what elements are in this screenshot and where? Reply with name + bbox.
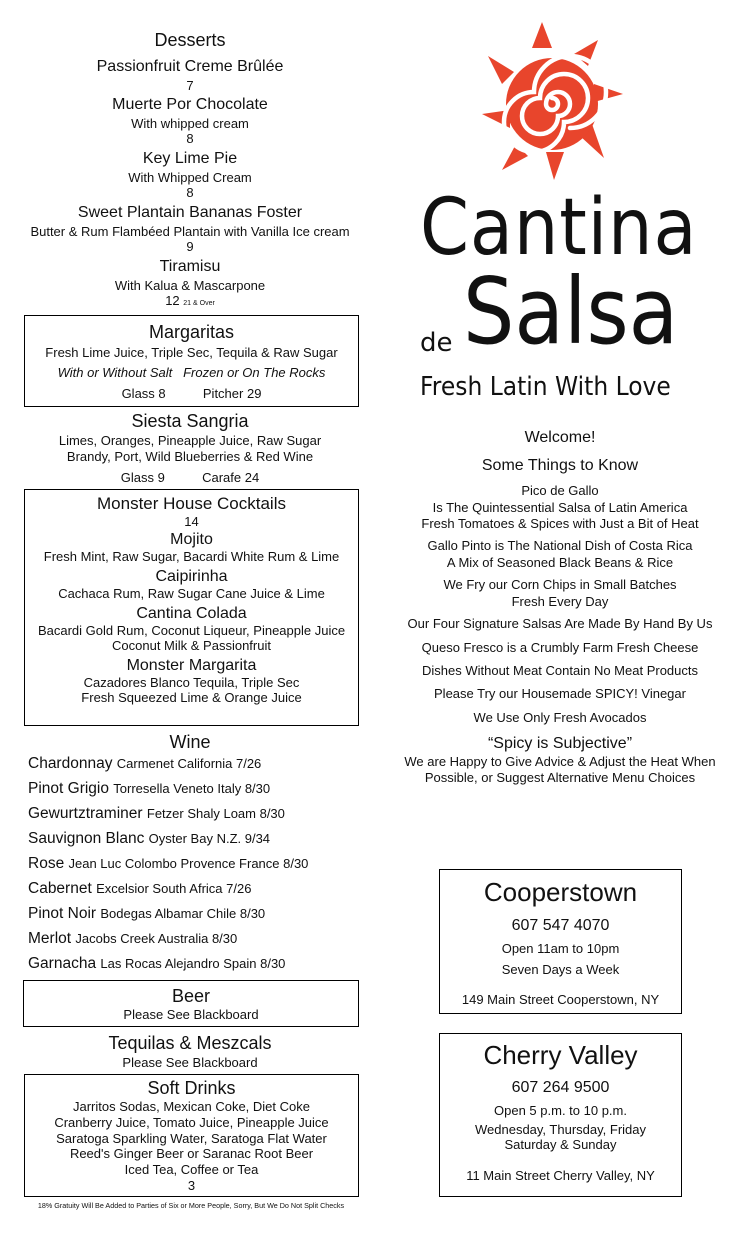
soft-drinks-line: Cranberry Juice, Tomato Juice, Pineapple Juice xyxy=(54,1114,329,1130)
dessert-price: 7 xyxy=(186,78,194,93)
dessert-price: 9 xyxy=(186,239,194,254)
soft-drinks-box xyxy=(24,1074,359,1197)
cocktail-name: Monster Margarita xyxy=(126,657,257,674)
sun-ray xyxy=(532,22,552,48)
info-line: We Use Only Fresh Avocados xyxy=(473,710,647,725)
wine-detail: Bodegas Albamar Chile 8/30 xyxy=(100,906,266,921)
location-hours: Saturday & Sunday xyxy=(504,1137,617,1152)
info-block xyxy=(385,577,735,610)
spicy-line: We are Happy to Give Advice & Adjust the Heat When xyxy=(404,754,716,769)
dessert-desc: With Kalua & Mascarpone xyxy=(114,278,266,293)
wine-name: Gewurtztraminer xyxy=(28,805,143,822)
cocktail-desc: Cachaca Rum, Raw Sugar Cane Juice & Lime xyxy=(58,586,325,601)
cocktail-desc: Cazadores Blanco Tequila, Triple Sec xyxy=(83,675,300,690)
info-line: We Fry our Corn Chips in Small Batches xyxy=(443,577,677,592)
wine-item xyxy=(28,880,251,898)
info-line: Dishes Without Meat Contain No Meat Products xyxy=(421,663,698,678)
tequilas-note: Please See Blackboard xyxy=(122,1055,258,1070)
wine-detail: Oyster Bay N.Z. 9/34 xyxy=(148,831,271,846)
desserts-title: Desserts xyxy=(154,30,226,50)
sangria-glass-price: Glass 9 xyxy=(120,470,165,485)
wine-detail: Fetzer Shaly Loam 8/30 xyxy=(146,806,285,821)
sangria-carafe-price: Carafe 24 xyxy=(202,470,260,485)
brand-name-line2: Salsa xyxy=(463,258,679,365)
wine-name: Sauvignon Blanc xyxy=(28,830,145,847)
sun-ray xyxy=(488,56,514,84)
location-box-cooperstown xyxy=(439,869,682,1014)
wine-item xyxy=(28,930,237,948)
wine-item xyxy=(28,780,270,798)
location-phone: 607 547 4070 xyxy=(511,917,610,934)
gratuity-note: 18% Gratuity Will Be Added to Parties of Six or More People, Sorry, But We Do Not Split Checks xyxy=(37,1201,345,1210)
age-note: 21 & Over xyxy=(183,300,215,307)
soft-drinks-line: Iced Tea, Coffee or Tea xyxy=(124,1162,259,1178)
info-line: Queso Fresco is a Crumbly Farm Fresh Cheese xyxy=(421,640,699,655)
spicy-line: Possible, or Suggest Alternative Menu Choices xyxy=(424,770,696,785)
location-name: Cooperstown xyxy=(483,877,638,907)
sun-disc xyxy=(506,58,598,150)
info-line: Our Four Signature Salsas Are Made By Hand By Us xyxy=(407,616,713,631)
dessert-price: 8 xyxy=(186,131,194,146)
wine-name: Cabernet xyxy=(28,880,92,897)
info-block xyxy=(385,538,735,571)
wine-name: Chardonnay xyxy=(28,755,113,772)
brand-name-line1: Cantina xyxy=(420,183,698,273)
info-line: Please Try our Housemade SPICY! Vinegar xyxy=(434,686,686,701)
wine-detail: Jean Luc Colombo Provence France 8/30 xyxy=(68,856,309,871)
margaritas-glass-price: Glass 8 xyxy=(121,386,166,401)
location-box-cherry-valley xyxy=(439,1033,682,1197)
sangria-line: Brandy, Port, Wild Blueberries & Red Wine xyxy=(66,449,314,464)
wine-name: Rose xyxy=(28,855,65,872)
sun-logo-icon xyxy=(480,20,625,190)
soft-drinks-line: Reed's Ginger Beer or Saranac Root Beer xyxy=(69,1146,314,1162)
dessert-desc: With whipped cream xyxy=(131,116,249,131)
cocktail-desc: Fresh Mint, Raw Sugar, Bacardi White Rum & Lime xyxy=(43,549,340,564)
margaritas-options: With or Without Salt Frozen or On The Rocks xyxy=(57,365,326,380)
wine-title: Wine xyxy=(169,732,211,752)
location-name: Cherry Valley xyxy=(483,1040,638,1070)
location-address: 11 Main Street Cherry Valley, NY xyxy=(466,1168,655,1183)
cocktail-name: Caipirinha xyxy=(155,568,228,585)
dessert-desc: Butter & Rum Flambéed Plantain with Vanilla Ice cream xyxy=(30,224,350,239)
soft-drinks-title: Soft Drinks xyxy=(147,1078,236,1098)
info-heading: Some Things to Know xyxy=(481,457,639,474)
sun-ray xyxy=(594,84,623,102)
sun-ray xyxy=(546,152,564,180)
dessert-name: Tiramisu xyxy=(159,258,221,275)
wine-item xyxy=(28,755,261,773)
beer-title: Beer xyxy=(171,986,211,1006)
dessert-name: Key Lime Pie xyxy=(142,150,238,167)
info-line: Pico de Gallo xyxy=(521,483,599,498)
cocktails-price: 14 xyxy=(184,514,199,529)
cocktail-name: Cantina Colada xyxy=(136,605,247,622)
cocktail-name: Mojito xyxy=(170,531,213,548)
wine-name: Pinot Grigio xyxy=(28,780,109,797)
margaritas-pitcher-price: Pitcher 29 xyxy=(202,386,262,401)
info-line: Fresh Every Day xyxy=(511,593,609,609)
info-line: Is The Quintessential Salsa of Latin America xyxy=(432,499,688,515)
dessert-desc: With Whipped Cream xyxy=(128,170,252,185)
dessert-name: Muerte Por Chocolate xyxy=(112,96,268,113)
location-hours: Open 5 p.m. to 10 p.m. xyxy=(494,1103,627,1118)
wine-item xyxy=(28,855,308,873)
wine-detail: Excelsior South Africa 7/26 xyxy=(96,881,252,896)
wine-name: Pinot Noir xyxy=(28,905,97,922)
dessert-price: 8 xyxy=(186,185,194,200)
cocktails-box xyxy=(24,489,359,726)
welcome-heading: Welcome! xyxy=(524,429,596,446)
wine-item xyxy=(28,905,265,923)
brand-name-de: de xyxy=(420,328,453,358)
info-line: Gallo Pinto is The National Dish of Costa Rica xyxy=(427,538,693,553)
cocktail-desc: Bacardi Gold Rum, Coconut Liqueur, Pineapple Juice xyxy=(37,623,346,638)
wine-detail: Carmenet California 7/26 xyxy=(116,756,262,771)
cocktails-title: Monster House Cocktails xyxy=(97,494,286,513)
location-phone: 607 264 9500 xyxy=(511,1079,610,1096)
dessert-name: Sweet Plantain Bananas Foster xyxy=(77,204,303,221)
wine-item xyxy=(28,955,285,973)
dessert-price: 12 xyxy=(165,293,180,308)
wine-name: Merlot xyxy=(28,930,72,947)
dessert-name: Passionfruit Creme Brûlée xyxy=(96,58,284,75)
info-line: A Mix of Seasoned Black Beans & Rice xyxy=(446,554,674,570)
wine-name: Garnacha xyxy=(28,955,97,972)
wine-detail: Torresella Veneto Italy 8/30 xyxy=(113,781,271,796)
info-line: Fresh Tomatoes & Spices with Just a Bit of Heat xyxy=(421,516,699,531)
info-block xyxy=(385,483,735,533)
spicy-block xyxy=(385,754,735,786)
location-address: 149 Main Street Cooperstown, NY xyxy=(461,992,660,1007)
cocktail-desc: Fresh Squeezed Lime & Orange Juice xyxy=(81,690,302,705)
spicy-title: “Spicy is Subjective” xyxy=(487,735,633,752)
margaritas-box xyxy=(24,315,359,407)
location-hours: Wednesday, Thursday, Friday xyxy=(474,1122,646,1137)
soft-drinks-line: Jarritos Sodas, Mexican Coke, Diet Coke xyxy=(73,1099,310,1114)
brand-tagline: Fresh Latin With Love xyxy=(420,372,671,402)
location-hours: Seven Days a Week xyxy=(501,962,620,977)
wine-item xyxy=(28,805,285,823)
location-hours: Open 11am to 10pm xyxy=(501,941,620,956)
beer-box xyxy=(23,980,359,1027)
beer-note: Please See Blackboard xyxy=(123,1007,259,1022)
cocktail-desc: Coconut Milk & Passionfruit xyxy=(112,638,271,653)
wine-item xyxy=(28,830,270,848)
sangria-line: Limes, Oranges, Pineapple Juice, Raw Sugar xyxy=(58,433,322,448)
soft-drinks-line: Saratoga Sparkling Water, Saratoga Flat Water xyxy=(56,1130,327,1146)
wine-detail: Las Rocas Alejandro Spain 8/30 xyxy=(100,956,286,971)
soft-drinks-price: 3 xyxy=(187,1177,196,1193)
margaritas-title: Margaritas xyxy=(148,322,235,342)
wine-detail: Jacobs Creek Australia 8/30 xyxy=(75,931,238,946)
tequilas-title: Tequilas & Meszcals xyxy=(108,1033,272,1053)
sangria-title: Siesta Sangria xyxy=(131,411,249,431)
margaritas-ingredients: Fresh Lime Juice, Triple Sec, Tequila & Raw Sugar xyxy=(45,345,338,360)
